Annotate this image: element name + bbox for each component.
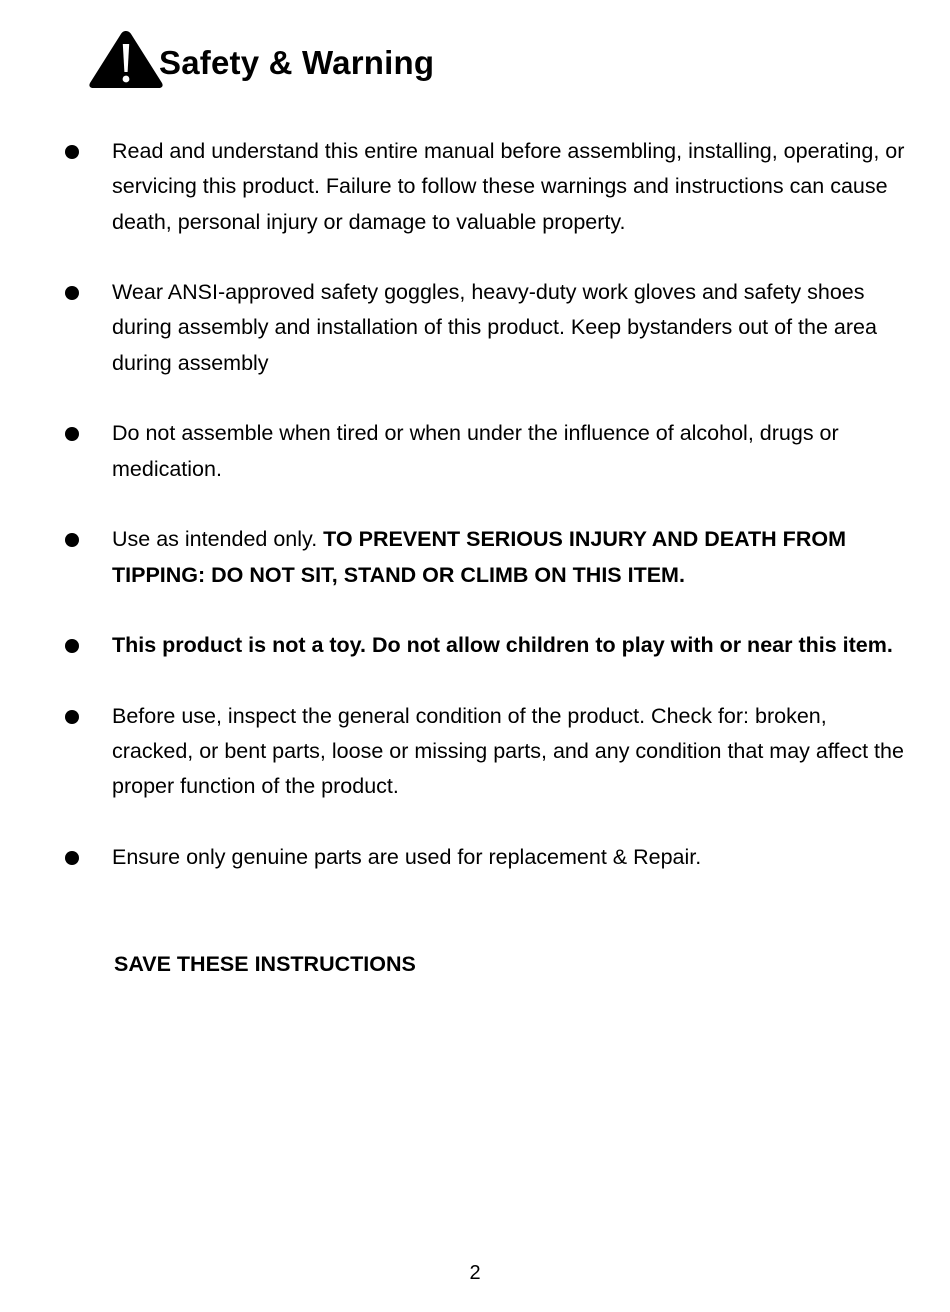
item-text: Ensure only genuine parts are used for replacement & Repair.: [112, 844, 702, 869]
item-text-bold: This product is not a toy. Do not allow children to play with or near this item.: [112, 633, 893, 658]
list-item: [0, 628, 950, 663]
warning-triangle-icon: [87, 28, 165, 90]
item-text: Do not assemble when tired or when under the influence of alcohol, drugs or medication.: [112, 421, 839, 481]
page-title: Safety & Warning: [159, 44, 435, 81]
warning-list: [0, 134, 950, 911]
bullet-icon: [65, 427, 79, 441]
list-item: [0, 134, 950, 240]
item-text: Before use, inspect the general condition of the product. Check for: broken, cracked, or bent parts, loose or missing parts, and any condition that may affect the proper function of the product.: [112, 703, 904, 799]
page-number: 2: [469, 1262, 481, 1284]
item-text: Read and understand this entire manual before assembling, installing, operating, or servicing this product. Failure to follow these warnings and instructions can cause death, personal injury or damage to valuable property.: [112, 139, 905, 234]
list-item: [0, 522, 950, 593]
item-text: Wear ANSI-approved safety goggles, heavy-duty work gloves and safety shoes during assembly and installation of this product. Keep bystanders out of the area during assembly: [112, 280, 877, 375]
bullet-icon: [65, 286, 79, 300]
bullet-icon: [65, 145, 79, 159]
list-item: [0, 416, 950, 487]
list-item: [0, 699, 950, 805]
bullet-icon: [65, 710, 79, 724]
bullet-icon: [65, 851, 79, 865]
bullet-icon: [65, 533, 79, 547]
item-text-bold: TO PREVENT SERIOUS INJURY AND DEATH FROM TIPPING: DO NOT SIT, STAND OR CLIMB ON THIS ITEM.: [112, 527, 846, 587]
section-header: [87, 28, 434, 90]
save-instructions-note: SAVE THESE INSTRUCTIONS: [114, 952, 416, 976]
list-item: [0, 840, 950, 875]
list-item: [0, 275, 950, 381]
bullet-icon: [65, 639, 79, 653]
item-text: Use as intended only.: [112, 527, 324, 552]
